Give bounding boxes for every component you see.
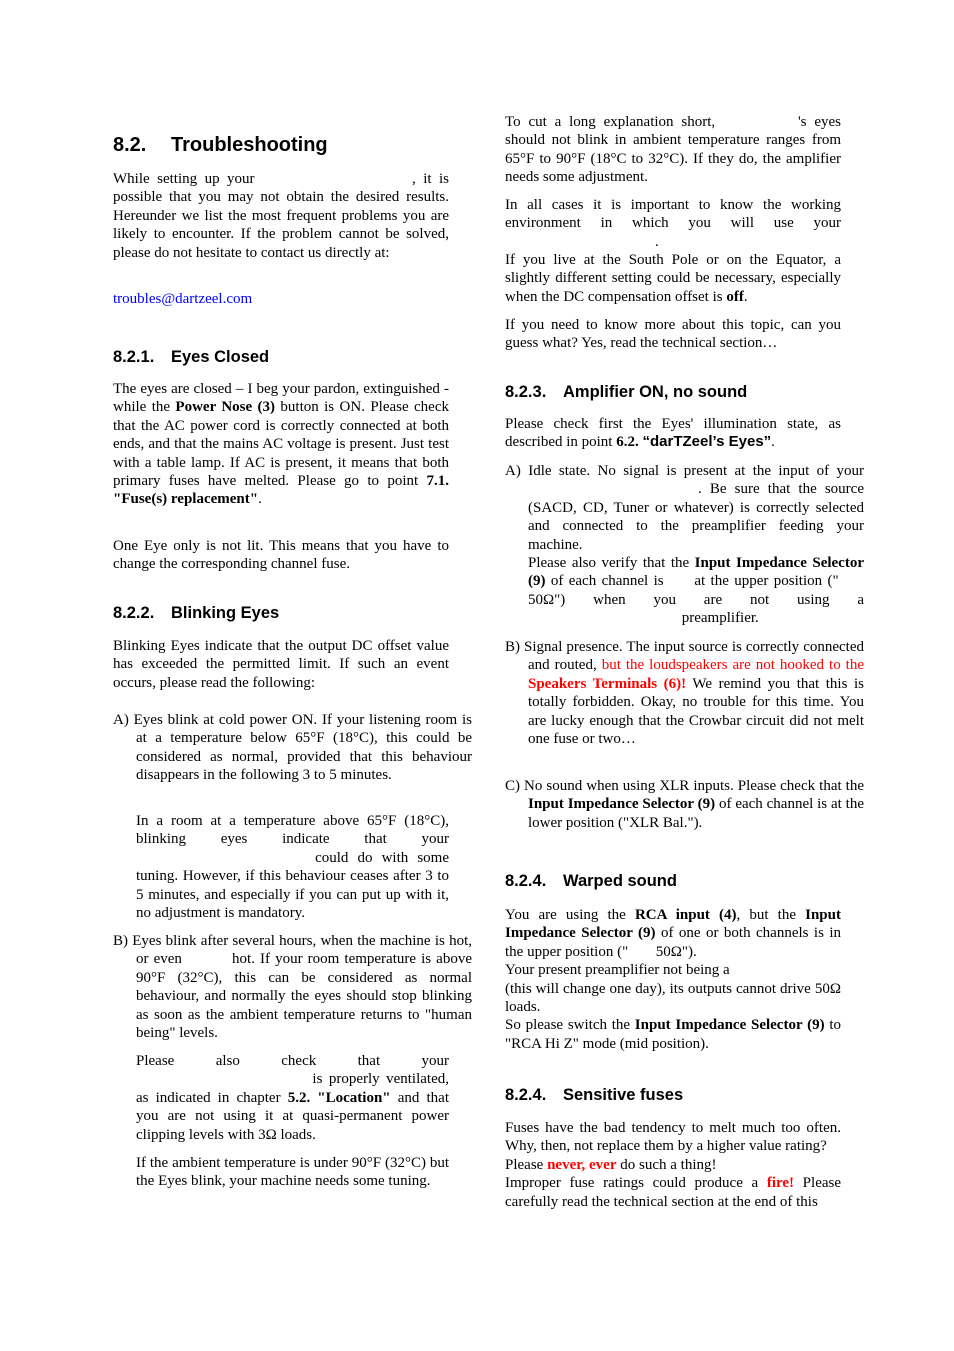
text-run: Your present preamplifier not being a — [505, 962, 734, 979]
warning-text: but the loudspeakers are not hooked to the — [601, 657, 865, 674]
blank-space — [528, 621, 678, 622]
text-run: hot. If your room temperature is above 90°F (32°C), this can be considered as normal behaviour, and normally the eyes should stop blinking as soon as the ambient temperature returns to "human being" levels. — [136, 951, 473, 1042]
text-run: do such a thing! — [616, 1156, 717, 1173]
paragraph — [505, 251, 841, 306]
text-run: While setting up your — [113, 171, 262, 187]
list-item-b-continued — [113, 1154, 449, 1191]
subsection-number: 8.2.4. — [505, 1086, 547, 1104]
warning-text: never, ever — [547, 1156, 617, 1173]
text-run: Please check first the Eyes' illumination state, as described in point — [505, 416, 841, 451]
emphasis-text: 6.2. — [616, 434, 643, 451]
text-run: C) No sound when using XLR inputs. Please check that the — [505, 778, 864, 794]
list-item-b-continued — [113, 1052, 449, 1144]
list-item-c — [505, 777, 864, 832]
text-run: In a room at a temperature above 65°F (18°C), blinking eyes indicate that your — [136, 813, 449, 848]
blank-space — [505, 245, 655, 246]
section-number: 8.2. — [113, 134, 147, 156]
text-run: Blinking Eyes indicate that the output DC offset value has exceeded the permitted limit. If such an event occurs, please read the following: — [113, 638, 449, 691]
text-run: of one or both channels is in the upper position (" — [505, 925, 842, 960]
blank-space — [262, 182, 412, 183]
blank-space — [136, 861, 306, 862]
subsection-title: Amplifier ON, no sound — [563, 383, 748, 401]
text-run: preamplifier. — [678, 610, 759, 627]
text-run: Improper fuse ratings could produce a — [505, 1175, 767, 1192]
emphasis-text: 7.1. "Fuse(s) replacement" — [113, 473, 449, 508]
text-run: The eyes are closed – I beg your pardon, extinguished - while the — [113, 381, 449, 416]
text-run: , it is possible that you may not obtain the desired results. Hereunder we list the most frequent problems you are likely to encounter. If the problem cannot be solved, please do not hesitate to contact us directly at: — [113, 171, 449, 261]
paragraph — [113, 637, 449, 692]
text-run: If you need to know more about this topic, can you guess what? Yes, read the technical section… — [505, 317, 841, 352]
subsection-heading-warped-sound — [505, 871, 841, 891]
list-item-b — [113, 932, 472, 1042]
subsection-number: 8.2.2. — [113, 604, 155, 622]
text-run: (this will change one day), its outputs cannot drive 50Ω loads. — [505, 980, 841, 1016]
warning-text: fire! — [766, 1175, 795, 1192]
list-item-b — [505, 638, 864, 748]
subsection-title: Warped sound — [563, 872, 677, 890]
text-run: We remind you that this is totally forbidden. Okay, no trouble for this time. You are lucky enough that the Crowbar circuit did not melt one fuse or two… — [528, 675, 864, 748]
emphasis-text: “darTZeel’s Eyes” — [642, 433, 772, 451]
text-run: button is ON. Please check that the AC power cord is correctly connected at both ends, and that the mains AC voltage is present. Just test with a table lamp. If AC is present, it means that both primary fuses have melted. Please go to point — [113, 399, 449, 490]
blank-space — [528, 492, 698, 493]
blank-space — [723, 125, 798, 126]
section-heading — [113, 133, 449, 157]
text-run: is properly ventilated, as indicated in chapter — [136, 1071, 449, 1106]
emphasis-text: Input Impedance Selector (9) — [528, 555, 864, 590]
text-run: Please also check that your — [136, 1053, 449, 1069]
paragraph — [505, 1119, 841, 1211]
blank-space — [844, 584, 864, 585]
emphasis-text: off — [726, 288, 744, 305]
subsection-title: Eyes Closed — [171, 348, 270, 366]
paragraph — [505, 316, 841, 353]
text-run: If the ambient temperature is under 90°F (32°C) but the Eyes blink, your machine needs some tuning. — [136, 1155, 449, 1190]
text-run: A) Idle state. No signal is present at the input of your — [505, 463, 864, 479]
list-item-a — [505, 462, 864, 628]
blank-space — [187, 962, 227, 963]
paragraph — [113, 537, 449, 574]
text-run: of each channel is — [545, 573, 669, 590]
text-run: B) Signal presence. The input source is correctly connected and routed, — [505, 639, 864, 674]
emphasis-text: Input Impedance Selector (9) — [505, 907, 841, 942]
subsection-number: 8.2.3. — [505, 383, 547, 401]
subsection-heading-sensitive-fuses — [505, 1085, 841, 1105]
text-run: Please also verify that the — [528, 555, 695, 572]
warning-text: Speakers Terminals (6)! — [528, 675, 687, 692]
text-run: to "RCA Hi Z" mode (mid position). — [505, 1017, 842, 1052]
text-run: 50Ω") when you are not using a — [528, 591, 864, 608]
text-run: You are using the — [505, 907, 635, 923]
text-run: B) Eyes blink after several hours, when the machine is hot, or even — [113, 933, 472, 968]
blank-space — [669, 584, 689, 585]
intro-paragraph — [113, 170, 449, 262]
text-run: could do with some tuning. However, if this behaviour ceases after 3 to 5 minutes, and especially if you can put up with it, no adjustment is mandatory. — [136, 849, 449, 922]
emphasis-text: 5.2. "Location" — [287, 1089, 391, 1106]
paragraph — [113, 380, 449, 509]
subsection-number: 8.2.1. — [113, 348, 155, 366]
text-run: In all cases it is important to know the working environment in which you will use your — [505, 197, 841, 232]
text-run: One Eye only is not lit. This means that you have to change the corresponding channel fuse. — [113, 538, 449, 573]
contact-email-link[interactable]: troubles@dartzeel.com — [113, 291, 253, 307]
subsection-number: 8.2.4. — [505, 872, 547, 890]
emphasis-text: Input Impedance Selector (9) — [634, 1017, 825, 1034]
subsection-title: Sensitive fuses — [563, 1086, 684, 1104]
paragraph — [505, 113, 841, 187]
text-run: Please carefully read the technical section at the end of this — [505, 1175, 842, 1210]
emphasis-text: Input Impedance Selector (9) — [528, 796, 716, 813]
text-run: . Be sure that the source (SACD, CD, Tuner or whatever) is correctly selected and connected to the preamplifier feeding your machine. — [528, 481, 864, 553]
subsection-heading-amplifier-no-sound — [505, 382, 841, 402]
list-item-a-continued — [113, 812, 449, 922]
text-run: . — [258, 491, 262, 508]
text-run: If you live at the South Pole or on the Equator, a slightly different setting could be necessary, especially when the DC compensation offset is — [505, 252, 841, 305]
emphasis-text: Power Nose (3) — [175, 399, 276, 416]
paragraph — [505, 196, 841, 251]
text-run: . — [743, 288, 748, 305]
paragraph — [505, 415, 841, 452]
text-run: To cut a long explanation short, — [505, 114, 723, 130]
text-run: of each channel is at the lower position ("XLR Bal."). — [528, 796, 864, 831]
text-run: . — [771, 434, 775, 451]
section-title: Troubleshooting — [171, 134, 328, 156]
list-item-a — [113, 711, 472, 785]
text-run: Please — [505, 1156, 548, 1173]
text-run: 50Ω"). — [651, 943, 697, 960]
text-run: and that you are not using it at quasi-permanent power clipping levels with 3Ω loads. — [136, 1089, 450, 1143]
text-run: at the upper position (" — [688, 573, 844, 590]
paragraph — [505, 906, 841, 1053]
emphasis-text: RCA input (4) — [634, 907, 737, 923]
subsection-heading-eyes-closed — [113, 347, 449, 367]
blank-space — [632, 955, 652, 956]
text-run: So please switch the — [505, 1017, 635, 1034]
blank-space — [136, 1082, 306, 1083]
text-run: 's eyes should not blink in ambient temperature ranges from 65°F to 90°F (18°C to 32°C). If they do, the amplifier needs some adjustment. — [505, 114, 841, 186]
subsection-heading-blinking-eyes — [113, 603, 449, 623]
text-run: , but the — [736, 907, 806, 923]
blank-space — [733, 973, 808, 974]
text-run: . — [655, 233, 659, 250]
text-run: Fuses have the bad tendency to melt much too often. Why, then, not replace them by a higher value rating? — [505, 1120, 841, 1155]
text-run: A) Eyes blink at cold power ON. If your listening room is at a temperature below 65°F (18°C), this could be considered as normal, provided that this behaviour disappears in the following 3 to 5 minutes. — [113, 712, 472, 784]
subsection-title: Blinking Eyes — [171, 604, 280, 622]
